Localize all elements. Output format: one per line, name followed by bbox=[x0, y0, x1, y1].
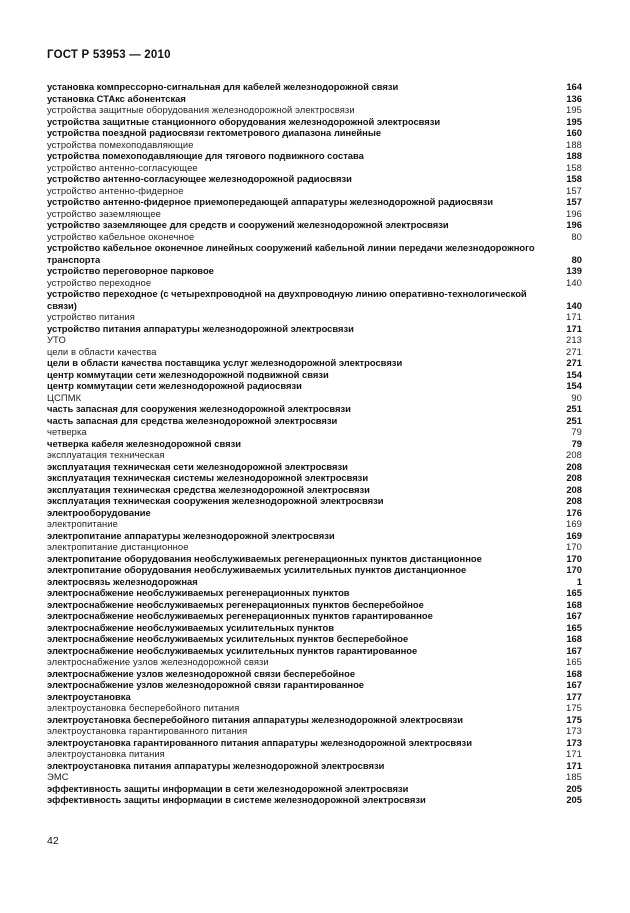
index-entry bbox=[47, 599, 582, 611]
index-page-ref: 208 bbox=[566, 495, 582, 506]
index-term: эксплуатация техническая bbox=[47, 449, 165, 460]
index-term: четверка bbox=[47, 426, 87, 437]
index-entry bbox=[47, 794, 582, 806]
index-term: эксплуатация техническая сети железнодорожной электросвязи bbox=[47, 460, 348, 472]
index-entry bbox=[47, 185, 582, 197]
index-page-ref: 208 bbox=[566, 449, 582, 460]
index-page-ref: 171 bbox=[566, 311, 582, 322]
index-page-ref: 177 bbox=[566, 690, 582, 702]
index-entry bbox=[47, 288, 582, 311]
index-term: центр коммутации сети железнодорожной радиосвязи bbox=[47, 380, 302, 391]
index-entry bbox=[47, 691, 582, 703]
index-entry bbox=[47, 415, 582, 427]
index-term: электропитание bbox=[47, 518, 118, 529]
index-entry bbox=[47, 461, 582, 473]
index-term: эксплуатация техническая сооружения железнодорожной электросвязи bbox=[47, 495, 384, 506]
index-term: цели в области качества поставщика услуг железнодорожной электросвязи bbox=[47, 357, 403, 368]
index-term: электропитание оборудования необслуживаемых регенерационных пунктов дистанционное bbox=[47, 552, 482, 564]
index-page-ref: 169 bbox=[566, 529, 582, 541]
index-entry bbox=[47, 668, 582, 680]
index-entry bbox=[47, 472, 582, 484]
index-term: эффективность защиты информации в сети железнодорожной электросвязи bbox=[47, 782, 409, 794]
index-entry bbox=[47, 219, 582, 231]
index-page-ref: 167 bbox=[566, 610, 582, 621]
index-term: устройства защитные оборудования железнодорожной электросвязи bbox=[47, 104, 355, 115]
index-page-ref: 80 bbox=[571, 253, 582, 265]
index-page-ref: 188 bbox=[566, 138, 582, 150]
document-header: ГОСТ Р 53953 — 2010 bbox=[47, 49, 171, 61]
page-number: 42 bbox=[47, 835, 59, 847]
index-entry bbox=[47, 357, 582, 369]
index-page-ref: 196 bbox=[566, 207, 582, 219]
index-page-ref: 80 bbox=[571, 230, 582, 242]
index-page-ref: 171 bbox=[566, 748, 582, 759]
index-page-ref: 196 bbox=[566, 219, 582, 230]
index-term: электроснабжение необслуживаемых регенерационных пунктов бесперебойное bbox=[47, 598, 424, 610]
index-entry bbox=[47, 127, 582, 139]
index-entry bbox=[47, 438, 582, 450]
index-entry bbox=[47, 725, 582, 737]
index-entry bbox=[47, 265, 582, 277]
index-entry bbox=[47, 380, 582, 392]
index-page-ref: 168 bbox=[566, 667, 582, 679]
index-page-ref: 164 bbox=[566, 81, 582, 92]
index-term: устройства помехоподавляющие bbox=[47, 138, 194, 150]
index-term: устройство переговорное парковое bbox=[47, 265, 214, 276]
index-page-ref: 140 bbox=[566, 299, 582, 311]
index-page-ref: 167 bbox=[566, 679, 582, 690]
index-page-ref: 185 bbox=[566, 771, 582, 782]
index-page-ref: 176 bbox=[566, 506, 582, 518]
index-page-ref: 157 bbox=[566, 196, 582, 207]
index-entry bbox=[47, 426, 582, 438]
index-term: электроснабжение узлов железнодорожной связи bbox=[47, 656, 269, 667]
index-term: устройство антенно-согласующее железнодорожной радиосвязи bbox=[47, 173, 352, 184]
index-term: устройство переходное (с четырехпроводной на двухпроводную линию оперативно-технологической связи) bbox=[47, 288, 527, 311]
index-term: устройство антенно-фидерное bbox=[47, 184, 184, 196]
index-page-ref: 90 bbox=[571, 391, 582, 403]
index-page-ref: 165 bbox=[566, 621, 582, 633]
index-page-ref: 170 bbox=[566, 552, 582, 564]
index-page-ref: 165 bbox=[566, 587, 582, 598]
index-term: установка компрессорно-сигнальная для кабелей железнодорожной связи bbox=[47, 81, 399, 92]
index-page-ref: 167 bbox=[566, 644, 582, 656]
alphabetical-index bbox=[47, 81, 582, 806]
index-entry bbox=[47, 392, 582, 404]
index-term: электроустановка гарантированного питания bbox=[47, 725, 248, 736]
index-entry bbox=[47, 369, 582, 381]
index-term: устройство заземляющее для средств и сооружений железнодорожной электросвязи bbox=[47, 219, 449, 230]
index-entry bbox=[47, 93, 582, 105]
index-term: устройство кабельное оконечное bbox=[47, 230, 195, 242]
index-page-ref: 188 bbox=[566, 150, 582, 161]
index-page-ref: 139 bbox=[566, 265, 582, 276]
index-entry bbox=[47, 702, 582, 714]
index-page-ref: 173 bbox=[566, 725, 582, 736]
index-term: устройство кабельное оконечное линейных сооружений кабельной линии передачи железнодорожного транспорта bbox=[47, 242, 535, 265]
index-term: часть запасная для средства железнодорожной электросвязи bbox=[47, 414, 338, 426]
index-page-ref: 213 bbox=[566, 334, 582, 345]
index-page-ref: 208 bbox=[566, 483, 582, 495]
index-page-ref: 170 bbox=[566, 564, 582, 575]
index-page-ref: 208 bbox=[566, 460, 582, 472]
index-entry bbox=[47, 737, 582, 749]
index-term: электропитание аппаратуры железнодорожной электросвязи bbox=[47, 529, 335, 541]
index-entry bbox=[47, 277, 582, 289]
index-page-ref: 168 bbox=[566, 598, 582, 610]
index-entry bbox=[47, 760, 582, 772]
index-term: цели в области качества bbox=[47, 345, 157, 357]
index-term: электрооборудование bbox=[47, 506, 151, 518]
index-term: электроустановка бесперебойного питания аппаратуры железнодорожной электросвязи bbox=[47, 713, 463, 725]
index-entry bbox=[47, 530, 582, 542]
index-term: центр коммутации сети железнодорожной подвижной связи bbox=[47, 368, 329, 380]
index-page-ref: 160 bbox=[566, 127, 582, 138]
index-term: ЦСПМК bbox=[47, 391, 82, 403]
index-term: устройство переходное bbox=[47, 276, 152, 288]
index-term: устройство питания аппаратуры железнодорожной электросвязи bbox=[47, 322, 354, 334]
index-term: четверка кабеля железнодорожной связи bbox=[47, 437, 242, 449]
index-term: электроснабжение узлов железнодорожной связи бесперебойное bbox=[47, 667, 356, 679]
index-term: устройство заземляющее bbox=[47, 207, 161, 219]
index-page-ref: 271 bbox=[566, 345, 582, 357]
index-page-ref: 271 bbox=[566, 357, 582, 368]
index-entry bbox=[47, 139, 582, 151]
index-page-ref: 175 bbox=[566, 713, 582, 725]
index-page-ref: 205 bbox=[566, 794, 582, 805]
index-entry bbox=[47, 633, 582, 645]
index-term: эффективность защиты информации в системе железнодорожной электросвязи bbox=[47, 794, 426, 805]
index-entry bbox=[47, 771, 582, 783]
index-entry bbox=[47, 714, 582, 726]
index-entry bbox=[47, 783, 582, 795]
index-term: электроустановка бесперебойного питания bbox=[47, 702, 240, 713]
index-page-ref: 251 bbox=[566, 414, 582, 426]
index-entry bbox=[47, 645, 582, 657]
index-entry bbox=[47, 610, 582, 622]
index-entry bbox=[47, 518, 582, 530]
index-term: ЭМС bbox=[47, 771, 69, 782]
index-entry bbox=[47, 323, 582, 335]
index-page-ref: 154 bbox=[566, 368, 582, 380]
index-page-ref: 169 bbox=[566, 518, 582, 529]
index-page-ref: 136 bbox=[566, 92, 582, 104]
index-term: электроустановка питания аппаратуры железнодорожной электросвязи bbox=[47, 759, 385, 771]
index-entry bbox=[47, 311, 582, 323]
index-page-ref: 195 bbox=[566, 104, 582, 115]
index-term: устройство питания bbox=[47, 311, 135, 322]
index-term: устройства защитные станционного оборудования железнодорожной электросвязи bbox=[47, 115, 441, 127]
index-entry bbox=[47, 495, 582, 507]
index-term: электропитание оборудования необслуживаемых усилительных пунктов дистанционное bbox=[47, 564, 467, 575]
index-term: устройства помехоподавляющие для тягового подвижного состава bbox=[47, 150, 364, 161]
index-entry bbox=[47, 449, 582, 461]
index-term: электроснабжение узлов железнодорожной связи гарантированное bbox=[47, 679, 365, 690]
index-entry bbox=[47, 679, 582, 691]
index-term: эксплуатация техническая средства железнодорожной электросвязи bbox=[47, 483, 370, 495]
index-page-ref: 171 bbox=[566, 759, 582, 771]
index-term: электроустановка bbox=[47, 690, 131, 702]
index-term: устройство антенно-фидерное приемопередающей аппаратуры железнодорожной радиосвязи bbox=[47, 196, 494, 207]
index-term: эксплуатация техническая системы железнодорожной электросвязи bbox=[47, 472, 369, 483]
index-page-ref: 168 bbox=[566, 633, 582, 644]
index-page-ref: 175 bbox=[566, 702, 582, 713]
index-entry bbox=[47, 587, 582, 599]
index-entry bbox=[47, 346, 582, 358]
index-page-ref: 205 bbox=[566, 782, 582, 794]
index-page-ref: 1 bbox=[576, 575, 582, 587]
index-page-ref: 170 bbox=[566, 541, 582, 552]
index-term: часть запасная для сооружения железнодорожной электросвязи bbox=[47, 403, 351, 414]
index-page-ref: 79 bbox=[571, 437, 582, 449]
index-entry bbox=[47, 231, 582, 243]
index-term: электроснабжение необслуживаемых регенерационных пунктов гарантированное bbox=[47, 610, 433, 621]
index-entry bbox=[47, 104, 582, 116]
index-page-ref: 157 bbox=[566, 184, 582, 196]
index-entry bbox=[47, 553, 582, 565]
index-page-ref: 154 bbox=[566, 380, 582, 391]
index-entry bbox=[47, 748, 582, 760]
index-term: установка СТАкс абонентская bbox=[47, 92, 186, 104]
index-page-ref: 195 bbox=[566, 115, 582, 127]
index-term: электроснабжение необслуживаемых регенерационных пунктов bbox=[47, 587, 350, 598]
index-page-ref: 140 bbox=[566, 276, 582, 288]
index-term: электроустановка питания bbox=[47, 748, 165, 759]
index-term: устройства поездной радиосвязи гектометрового диапазона линейные bbox=[47, 127, 382, 138]
index-page-ref: 158 bbox=[566, 173, 582, 184]
index-page-ref: 79 bbox=[571, 426, 582, 437]
index-term: электроснабжение необслуживаемых усилительных пунктов бесперебойное bbox=[47, 633, 409, 644]
index-entry bbox=[47, 507, 582, 519]
index-page-ref: 208 bbox=[566, 472, 582, 483]
index-entry bbox=[47, 196, 582, 208]
index-entry bbox=[47, 622, 582, 634]
index-entry bbox=[47, 541, 582, 553]
index-entry bbox=[47, 334, 582, 346]
index-term: электропитание дистанционное bbox=[47, 541, 189, 552]
index-entry bbox=[47, 564, 582, 576]
index-entry bbox=[47, 81, 582, 93]
index-term: электросвязь железнодорожная bbox=[47, 575, 198, 587]
index-entry bbox=[47, 162, 582, 174]
index-page-ref: 158 bbox=[566, 161, 582, 173]
index-term: электроустановка гарантированного питания аппаратуры железнодорожной электросвязи bbox=[47, 736, 472, 748]
index-term: электроснабжение необслуживаемых усилительных пунктов гарантированное bbox=[47, 644, 418, 656]
index-page-ref: 171 bbox=[566, 322, 582, 334]
index-term: электроснабжение необслуживаемых усилительных пунктов bbox=[47, 621, 334, 633]
index-page-ref: 165 bbox=[566, 656, 582, 667]
index-entry bbox=[47, 242, 582, 265]
index-entry bbox=[47, 403, 582, 415]
index-entry bbox=[47, 484, 582, 496]
index-term: УТО bbox=[47, 334, 66, 345]
index-entry bbox=[47, 656, 582, 668]
index-entry bbox=[47, 208, 582, 220]
index-entry bbox=[47, 150, 582, 162]
index-entry bbox=[47, 173, 582, 185]
index-page-ref: 173 bbox=[566, 736, 582, 748]
index-term: устройство антенно-согласующее bbox=[47, 161, 198, 173]
index-entry bbox=[47, 116, 582, 128]
index-entry bbox=[47, 576, 582, 588]
index-page-ref: 251 bbox=[566, 403, 582, 414]
